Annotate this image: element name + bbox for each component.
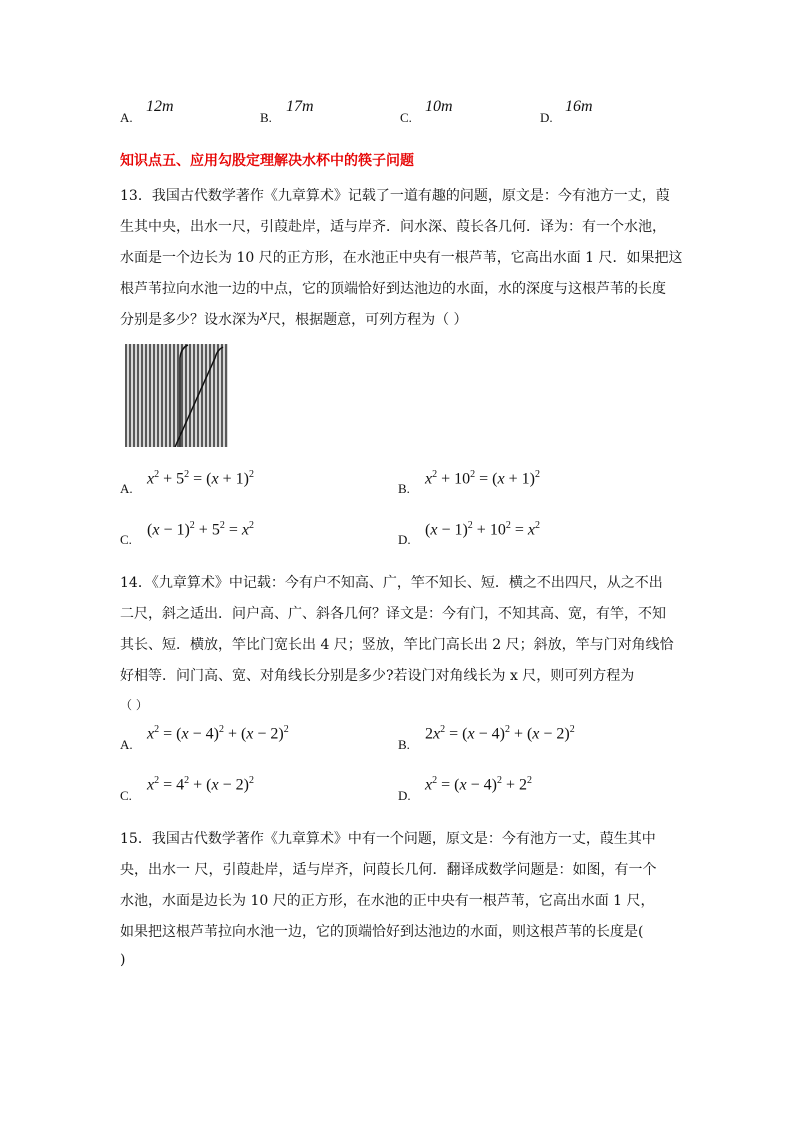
option-a-label: A. <box>120 110 133 125</box>
q13-option-c-equation: $(x - 1)^2 + 5^2 = x^2$ <box>147 520 254 539</box>
option-a-value: 12m <box>146 98 174 115</box>
option-d-value: 16m <box>565 98 593 115</box>
q13-line-4: 根芦苇拉向水池一边的中点，它的顶端恰好到达池边的水面，水的深度与这根芦苇的长度 <box>120 281 666 297</box>
q13-variable: x <box>260 307 268 324</box>
q13-line-5 <box>120 309 468 329</box>
q14-line-3: 其长、短．横放，竿比门宽长出 4 尺；竖放，竿比门高长出 2 尺；斜放，竿与门对角线恰 <box>120 637 674 653</box>
q13-line-5-prefix: 分别是多少？设水深为 <box>120 312 260 328</box>
q13-option-a-label: A. <box>120 481 133 496</box>
pool-area <box>125 344 228 447</box>
option-c-value: 10m <box>425 98 453 115</box>
q13-option-c-label: C. <box>120 532 132 547</box>
q13-option-b-label: B. <box>398 481 410 496</box>
q14-option-a-equation: $x^2 = (x - 4)^2 + (x - 2)^2$ <box>147 724 289 743</box>
q14-option-d-label: D. <box>398 788 411 803</box>
option-c-label: C. <box>400 110 412 125</box>
q15-line-5: ) <box>120 952 126 968</box>
option-b-value: 17m <box>286 98 314 115</box>
q15-line-4: 如果把这根芦苇拉向水池一边，它的顶端恰好到达池边的水面，则这根芦苇的长度是( <box>120 924 644 940</box>
q14-option-a-label: A. <box>120 737 133 752</box>
q14-option-c-equation: $x^2 = 4^2 + (x - 2)^2$ <box>147 775 254 794</box>
q15-line-2: 央，出水一 尺，引葭赴岸，适与岸齐，问葭长几何．翻译成数学问题是：如图，有一个 <box>120 862 657 878</box>
q13-option-b-equation: $x^2 + 10^2 = (x + 1)^2$ <box>425 469 540 488</box>
q13-line-2: 生其中央，出水一尺，引葭赴岸，适与岸齐．问水深、葭长各几何．译为：有一个水池， <box>120 219 666 235</box>
q13-option-d-label: D. <box>398 532 411 547</box>
q14-line-2: 二尺，斜之适出．问户高、广、斜各几何？译文是：今有门，不知其高、宽，有竿，不知 <box>120 606 666 622</box>
q14-line-4: 好相等．问门高、宽、对角线长分别是多少?若设门对角线长为 x 尺，则可列方程为 <box>120 668 635 684</box>
q14-line-5: （ ） <box>120 698 148 712</box>
q13-line-1: 13．我国古代数学著作《九章算术》记载了一道有趣的问题，原文是：今有池方一丈，葭 <box>120 188 670 204</box>
q14-option-b-equation: $2x^2 = (x - 4)^2 + (x - 2)^2$ <box>425 724 575 743</box>
q14-option-c-label: C. <box>120 788 132 803</box>
option-b-label: B. <box>260 110 272 125</box>
q13-option-a-equation: $x^2 + 5^2 = (x + 1)^2$ <box>147 469 254 488</box>
q14-option-b-label: B. <box>398 737 410 752</box>
q13-line-5-suffix: 尺，根据题意，可列方程为（ ） <box>267 312 468 328</box>
q13-option-d-equation: $(x - 1)^2 + 10^2 = x^2$ <box>425 520 540 539</box>
option-d-label: D. <box>540 110 553 125</box>
q13-line-3: 水面是一个边长为 10 尺的正方形，在水池正中央有一根芦苇，它高出水面 1 尺．如果把这 <box>120 250 683 266</box>
q15-line-1: 15．我国古代数学著作《九章算术》中有一个问题，原文是：今有池方一丈，葭生其中 <box>120 831 656 847</box>
section-title: 知识点五、应用勾股定理解决水杯中的筷子问题 <box>120 153 414 169</box>
pool-reed-figure <box>125 344 232 447</box>
q14-line-1: 14．《九章算术》中记载：今有户不知高、广，竿不知长、短．横之不出四尺，从之不出 <box>120 575 663 591</box>
q14-option-d-equation: $x^2 = (x - 4)^2 + 2^2$ <box>425 775 532 794</box>
q15-line-3: 水池，水面是边长为 10 尺的正方形，在水池的正中央有一根芦苇，它高出水面 1 尺， <box>120 893 655 909</box>
